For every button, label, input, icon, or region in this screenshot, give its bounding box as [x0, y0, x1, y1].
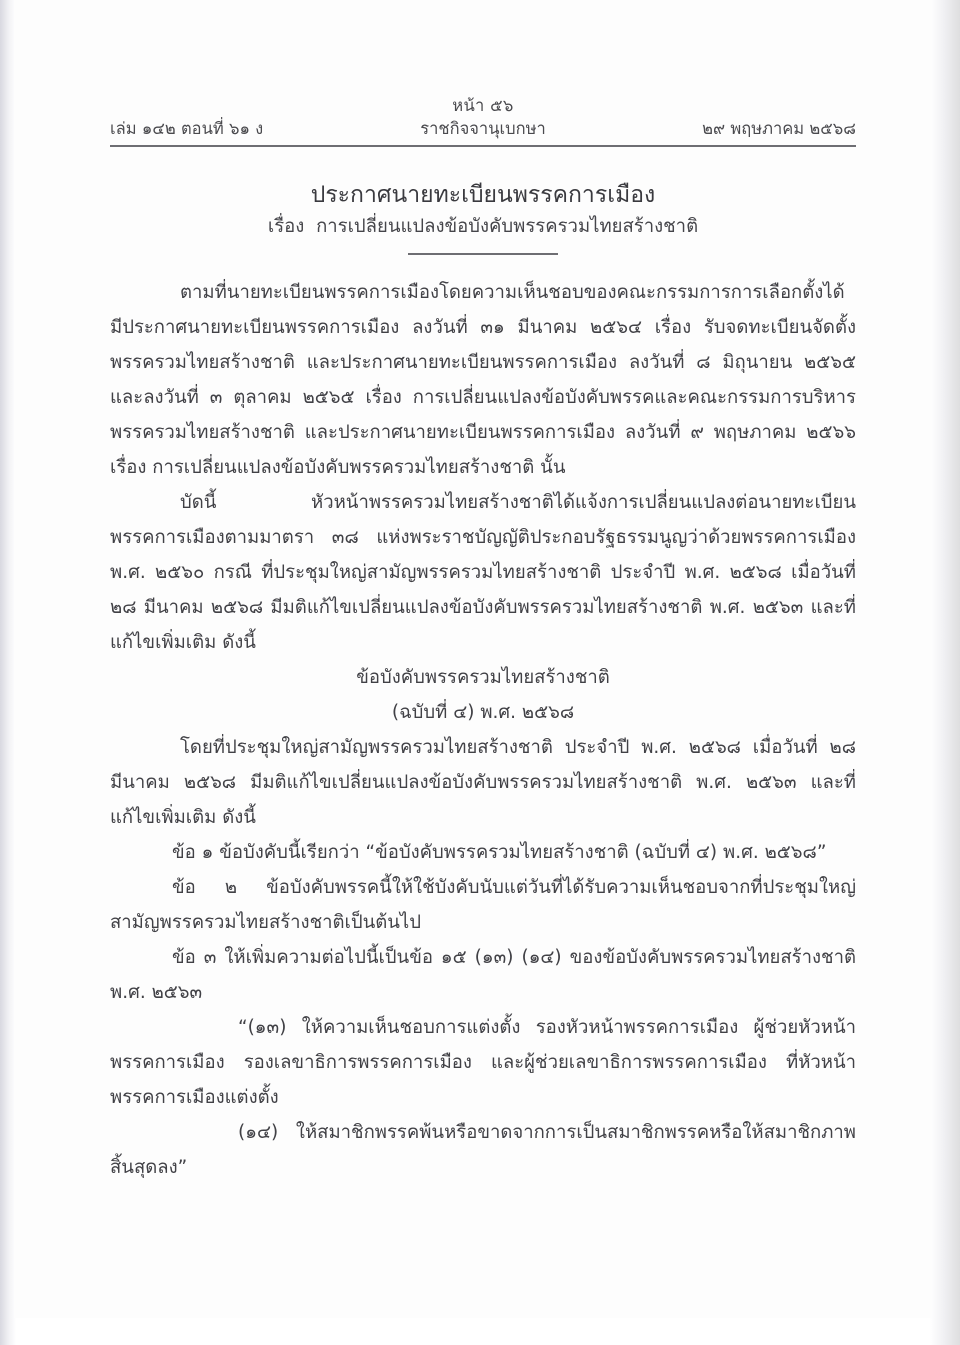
publication-date: ๒๙ พฤษภาคม ๒๕๖๘ [702, 119, 856, 138]
page-number: หน้า ๕๖ [452, 96, 514, 115]
clause-1: ข้อ ๑ ข้อบังคับนี้เรียกว่า “ข้อบังคับพรรครวมไทยสร้างชาติ (ฉบับที่ ๔) พ.ศ. ๒๕๖๘” [172, 842, 827, 863]
masthead [110, 96, 856, 158]
title-divider [408, 253, 558, 255]
publication-name: ราชกิจจานุเบกษา [420, 119, 546, 138]
masthead-divider [110, 145, 856, 147]
clause-2: ข้อ ๒ ข้อบังคับพรรคนี้ให้ใช้บังคับนับแต่วันที่ได้รับความเห็นชอบจากที่ประชุมใหญ่สามัญพรรครวมไทยสร้างชาติเป็นต้นไป [110, 877, 856, 933]
gazette-page [14, 0, 932, 1318]
document-body [110, 275, 856, 1185]
regulation-heading: ข้อบังคับพรรครวมไทยสร้างชาติ [356, 667, 610, 688]
paragraph-resolution: โดยที่ประชุมใหญ่สามัญพรรครวมไทยสร้างชาติ ประจำปี พ.ศ. ๒๕๖๘ เมื่อวันที่ ๒๘ มีนาคม ๒๕๖๘ มีมติแก้ไขเปลี่ยนแปลงข้อบังคับพรรครวมไทยสร้างชาติ พ.ศ. ๒๕๖๓ และที่แก้ไขเพิ่มเติม ดังนี้ [110, 737, 856, 828]
regulation-edition: (ฉบับที่ ๔) พ.ศ. ๒๕๖๘ [391, 702, 575, 723]
paragraph-preamble: ตามที่นายทะเบียนพรรคการเมืองโดยความเห็นชอบของคณะกรรมการการเลือกตั้งได้มีประกาศนายทะเบียนพรรคการเมือง ลงวันที่ ๓๑ มีนาคม ๒๕๖๔ เรื่อง รับจดทะเบียนจัดตั้งพรรครวมไทยสร้างชาติ และประกาศนายทะเบียนพรรคการเมือง ลงวันที่ ๘ มิถุนายน ๒๕๖๕ และลงวันที่ ๓ ตุลาคม ๒๕๖๕ เรื่อง การเปลี่ยนแปลงข้อบังคับพรรคและคณะกรรมการบริหารพรรครวมไทยสร้างชาติ และประกาศนายทะเบียนพรรคการเมือง ลงวันที่ ๙ พฤษภาคม ๒๕๖๖ เรื่อง การเปลี่ยนแปลงข้อบังคับพรรครวมไทยสร้างชาติ นั้น [110, 282, 856, 478]
subclause-13: “(๑๓) ให้ความเห็นชอบการแต่งตั้ง รองหัวหน้าพรรคการเมือง ผู้ช่วยหัวหน้าพรรคการเมือง รองเลขาธิการพรรคการเมือง และผู้ช่วยเลขาธิการพรรคการเมือง ที่หัวหน้าพรรคการเมืองแต่งตั้ง [110, 1017, 856, 1108]
page-content [110, 96, 856, 1185]
clause-3: ข้อ ๓ ให้เพิ่มความต่อไปนี้เป็นข้อ ๑๕ (๑๓) (๑๔) ของข้อบังคับพรรครวมไทยสร้างชาติ พ.ศ. ๒๕๖๓ [110, 947, 856, 1003]
document-title: ประกาศนายทะเบียนพรรคการเมือง [310, 182, 656, 208]
title-block [110, 180, 856, 255]
paragraph-notification: บัดนี้ หัวหน้าพรรครวมไทยสร้างชาติได้แจ้งการเปลี่ยนแปลงต่อนายทะเบียนพรรคการเมืองตามมาตรา ๓๘ แห่งพระราชบัญญัติประกอบรัฐธรรมนูญว่าด้วยพรรคการเมือง พ.ศ. ๒๕๖๐ กรณี ที่ประชุมใหญ่สามัญพรรครวมไทยสร้างชาติ ประจำปี พ.ศ. ๒๕๖๘ เมื่อวันที่ ๒๘ มีนาคม ๒๕๖๘ มีมติแก้ไขเปลี่ยนแปลงข้อบังคับพรรครวมไทยสร้างชาติ พ.ศ. ๒๕๖๓ และที่แก้ไขเพิ่มเติม ดังนี้ [110, 492, 856, 653]
volume-issue: เล่ม ๑๔๒ ตอนที่ ๖๑ ง [110, 119, 264, 138]
masthead-row [110, 118, 856, 140]
document-subject: เรื่อง การเปลี่ยนแปลงข้อบังคับพรรครวมไทยสร้างชาติ [267, 216, 699, 237]
subclause-14: (๑๔) ให้สมาชิกพรรคพ้นหรือขาดจากการเป็นสมาชิกพรรคหรือให้สมาชิกภาพสิ้นสุดลง” [110, 1122, 856, 1178]
